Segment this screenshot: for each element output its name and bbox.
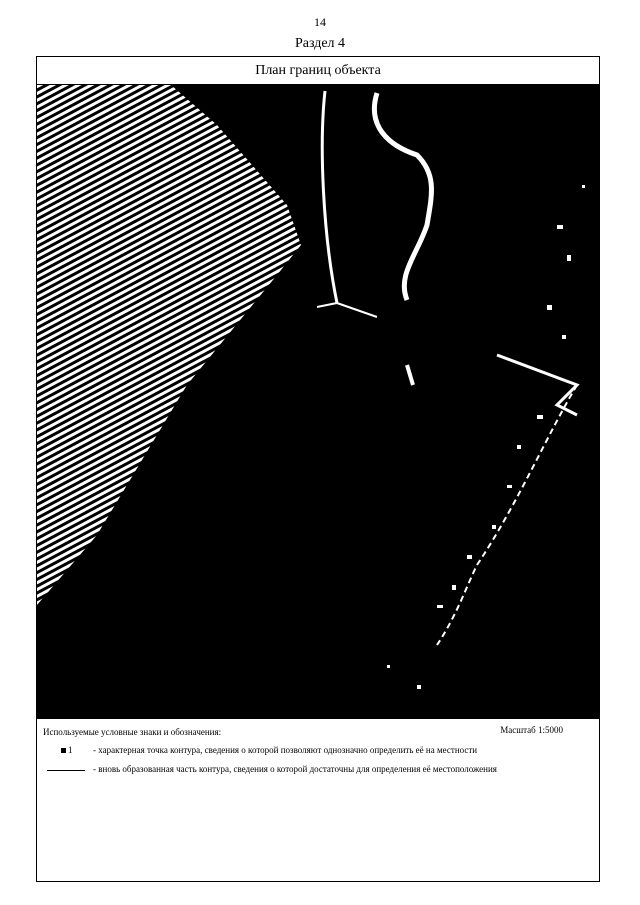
legend-heading: Используемые условные знаки и обозначения: xyxy=(43,727,222,737)
point-number: 1 xyxy=(68,745,73,755)
plan-title: План границ объекта xyxy=(37,57,599,85)
plan-frame xyxy=(36,56,600,882)
contour-line-icon xyxy=(47,770,85,771)
legend-item-line-text: - вновь образованная часть контура, сведения о которой достаточны для определения её местоположения xyxy=(93,764,497,774)
page-number: 14 xyxy=(314,15,326,29)
section-title: Раздел 4 xyxy=(294,36,346,51)
scale-label: Масштаб 1:5000 xyxy=(500,725,563,735)
satellite-map xyxy=(37,85,599,719)
point-symbol xyxy=(61,745,91,756)
legend-item-point-text: - характерная точка контура, сведения о которой позволяют однозначно определить её на местности xyxy=(93,745,478,755)
point-marker-icon xyxy=(61,748,66,753)
map-graphic xyxy=(37,85,599,719)
